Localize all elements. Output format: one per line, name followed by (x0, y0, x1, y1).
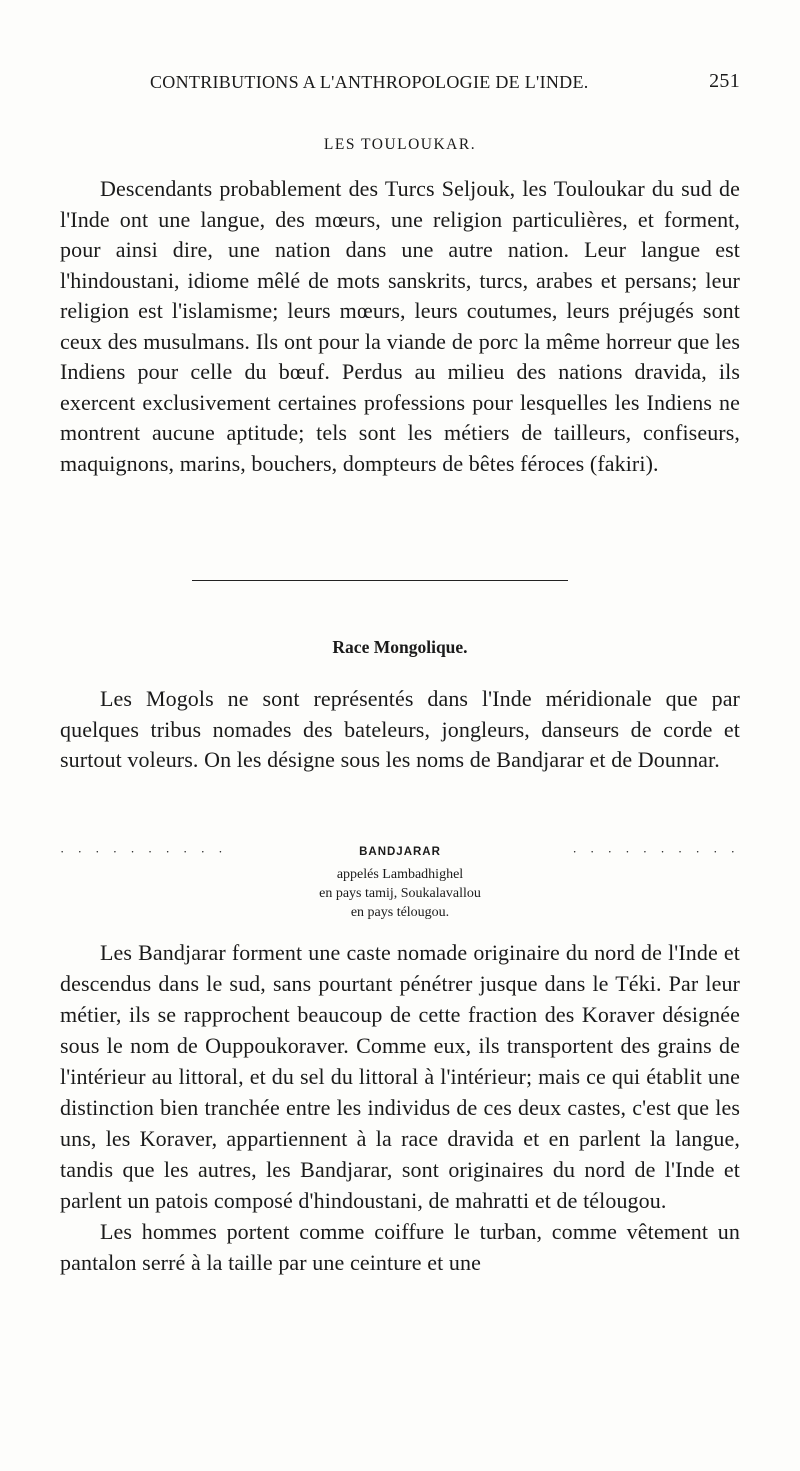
page-number: 251 (709, 70, 740, 92)
running-title: CONTRIBUTIONS A L'ANTHROPOLOGIE DE L'INDE. (150, 72, 589, 92)
touloukar-text (60, 174, 740, 479)
section-title-race-mongolique: Race Mongolique. (332, 637, 468, 657)
subhead-line-2: en pays tamij, Soukalavallou (319, 886, 481, 901)
subhead-line-3: en pays télougou. (350, 905, 450, 920)
paragraph-hommes: Les hommes portent comme coiffure le turban, comme vêtement un pantalon serré à la taille par une ceinture et une (60, 1219, 740, 1275)
leader-dots-right: · · · · · · · · · · (572, 844, 740, 859)
subhead-line-1: appelés Lambadhighel (336, 867, 464, 882)
mongolique-text (60, 684, 740, 776)
section-divider (192, 580, 568, 581)
section-title-touloukar: LES TOULOUKAR. (323, 136, 477, 153)
bandjarar-subhead (60, 845, 740, 922)
leader-dots-left: · · · · · · · · · · (60, 844, 228, 859)
subhead-name: BANDJARAR (359, 846, 441, 858)
paragraph-mongols: Les Mogols ne sont représentés dans l'Inde méridionale que par quelques tribus nomades des bateleurs, jongleurs, danseurs de corde et surtout voleurs. On les désigne sous les noms de Bandjarar et de Dounnar. (60, 686, 740, 772)
paragraph-touloukar: Descendants probablement des Turcs Seljouk, les Touloukar du sud de l'Inde ont une langue, des mœurs, une religion particulières, et forment, pour ainsi dire, une nation dans une autre nation. Leur langue est l'hindoustani, idiome mêlé de mots sanskrits, turcs, arabes et persans; leur religion est l'islamisme; leurs mœurs, leurs coutumes, leurs préjugés sont ceux des musulmans. Ils ont pour la viande de porc la même horreur que les Indiens pour celle du bœuf. Perdus au milieu des nations dravida, ils exercent exclusivement certaines professions pour lesquelles les Indiens ne montrent aucune aptitude; tels sont les métiers de tailleurs, confiseurs, maquignons, marins, bouchers, dompteurs de bêtes féroces (fakiri). (60, 176, 740, 476)
section-touloukar (60, 136, 740, 154)
paragraph-bandjarar: Les Bandjarar forment une caste nomade originaire du nord de l'Inde et descendus dans le sud, sans pourtant pénétrer jusque dans le Téki. Par leur métier, ils se rapprochent beaucoup de cette fraction des Koraver désignée sous le nom de Ouppoukoraver. Comme eux, ils transportent des grains de l'intérieur au littoral, et du sel du littoral à l'intérieur; mais ce qui établit une distinction bien tranchée entre les individus de ces deux castes, c'est que les uns, les Koraver, appartiennent à la race dravida et en parlent la langue, tandis que les autres, les Bandjarar, sont originaires du nord de l'Inde et parlent un patois composé d'hindoustani, de mahratti et de télougou. (60, 940, 740, 1213)
bandjarar-text (60, 937, 740, 1278)
